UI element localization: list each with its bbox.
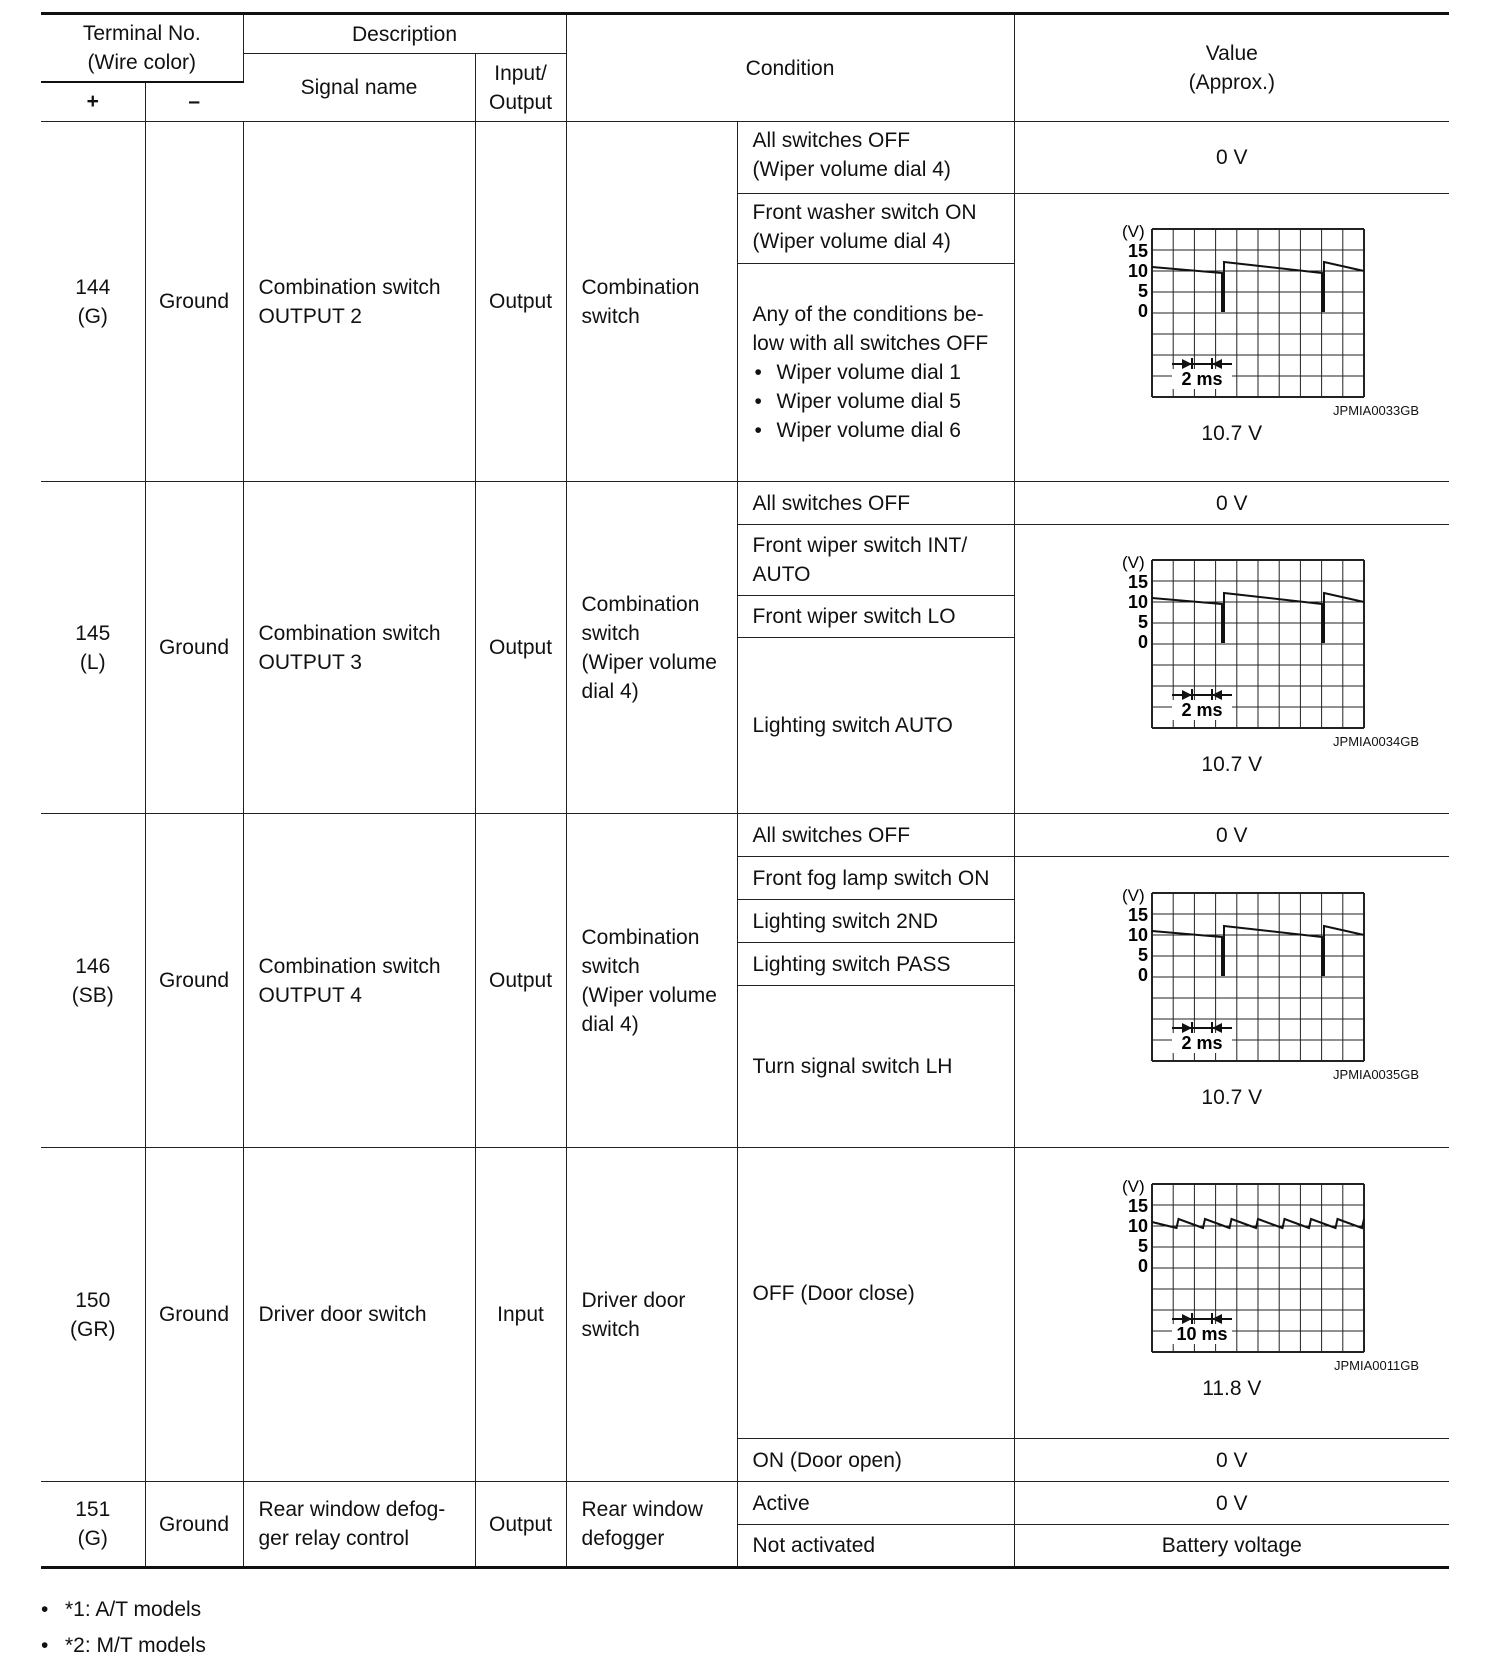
condition-cell [566, 1148, 737, 1482]
signal-name-line: Combination switch [258, 621, 441, 645]
y-tick-label: 0 [1137, 300, 1148, 321]
sub-condition: Front fog lamp switch ON [737, 857, 1014, 900]
sub-condition: All switches OFF [737, 482, 1014, 525]
condition-line: Combination [581, 592, 700, 616]
sub-condition: Lighting switch AUTO [737, 638, 1014, 814]
signal-name-header: Signal name [243, 54, 475, 122]
y-tick-label: 0 [1137, 1256, 1148, 1276]
waveform-graph [1082, 1176, 1382, 1358]
condition-line: dial 4) [581, 1012, 639, 1036]
sub-condition: ON (Door open) [737, 1439, 1014, 1482]
condition-line: Driver door [581, 1288, 686, 1312]
y-tick-label: 15 [1127, 240, 1148, 261]
y-axis-unit: (V) [1121, 553, 1145, 572]
minus-header: – [145, 82, 243, 122]
waveform-cell [1014, 1148, 1449, 1439]
condition-line: switch [581, 621, 640, 645]
signal-name-line: Rear window defog- [258, 1498, 446, 1521]
sub-condition [737, 194, 1014, 264]
waveform-value: 10.7 V [1201, 421, 1263, 445]
condition-cell [566, 814, 737, 1148]
time-scale-label: 2 ms [1181, 1033, 1223, 1053]
signal-name-cell [243, 814, 475, 1148]
condition-bullet-list [753, 358, 1008, 445]
terminal-number: 150 [75, 1288, 111, 1312]
sub-condition-line: Any of the conditions be- [752, 303, 984, 326]
signal-name-line: OUTPUT 2 [258, 304, 362, 328]
description-header: Description [243, 14, 566, 54]
value-cell: 0 V [1014, 482, 1449, 525]
condition-line: defogger [581, 1527, 665, 1550]
sub-condition-line: AUTO [752, 563, 811, 586]
minus-cell: Ground [145, 482, 243, 814]
arrow-icon [1182, 690, 1192, 700]
arrow-icon [1212, 359, 1222, 369]
sub-condition-line: (Wiper volume dial 4) [752, 158, 951, 181]
wire-color: (G) [77, 1527, 108, 1550]
y-tick-label: 15 [1127, 572, 1148, 592]
y-tick-label: 10 [1127, 925, 1148, 945]
sub-condition [737, 122, 1014, 194]
table-row-151 [41, 1482, 1449, 1525]
y-tick-label: 10 [1127, 592, 1148, 612]
condition-cell [566, 122, 737, 482]
condition-line: Combination [581, 275, 700, 299]
waveform-cell [1014, 857, 1449, 1148]
terminal-cell [41, 482, 145, 814]
minus-cell: Ground [145, 1482, 243, 1568]
sub-condition: Active [737, 1482, 1014, 1525]
y-tick-label: 10 [1127, 1216, 1148, 1236]
condition-line: dial 4) [581, 679, 639, 703]
value-label: Value [1205, 42, 1258, 65]
terminal-no-label: Terminal No. [82, 21, 201, 45]
sub-condition-line: Front wiper switch INT/ [752, 534, 968, 557]
sub-condition: Front wiper switch LO [737, 596, 1014, 638]
condition-cell [566, 482, 737, 814]
terminal-no-header [41, 14, 243, 82]
y-axis-unit: (V) [1121, 221, 1145, 241]
sub-condition: All switches OFF [737, 814, 1014, 857]
condition-line: (Wiper volume [581, 983, 717, 1007]
sub-condition: Not activated [737, 1525, 1014, 1568]
arrow-icon [1182, 1314, 1192, 1324]
terminal-cell [41, 122, 145, 482]
input-label: Input/ [494, 61, 547, 85]
sub-condition [737, 264, 1014, 482]
input-output-header [475, 54, 566, 122]
wire-color: (G) [77, 304, 108, 328]
y-tick-label: 5 [1137, 280, 1148, 301]
arrow-icon [1212, 1314, 1222, 1324]
value-cell: 0 V [1014, 1482, 1449, 1525]
time-scale-label: 2 ms [1181, 368, 1223, 389]
terminal-table [41, 12, 1449, 1569]
terminal-number: 146 [75, 954, 111, 978]
table-row-144 [41, 122, 1449, 194]
terminal-table-container [41, 12, 1449, 1569]
y-tick-label: 0 [1137, 632, 1148, 652]
arrow-icon [1182, 359, 1192, 369]
approx-label: (Approx.) [1188, 71, 1275, 94]
time-scale-label: 10 ms [1176, 1324, 1228, 1344]
condition-line: switch [581, 954, 640, 978]
io-cell: Output [475, 814, 566, 1148]
waveform-cell [1014, 525, 1449, 814]
arrow-icon [1182, 1023, 1192, 1033]
signal-name-cell [243, 1482, 475, 1568]
sub-condition: Lighting switch 2ND [737, 900, 1014, 943]
signal-name-line: Combination switch [258, 954, 441, 978]
io-cell: Input [475, 1148, 566, 1482]
terminal-cell [41, 1482, 145, 1568]
sub-condition-line: All switches OFF [752, 129, 911, 152]
waveform-graph [1082, 221, 1382, 403]
waveform-id: JPMIA0011GB [1334, 1358, 1420, 1373]
y-axis-unit: (V) [1121, 1177, 1145, 1196]
condition-line: switch [581, 1317, 640, 1341]
waveform-graph [1082, 885, 1382, 1067]
io-cell: Output [475, 122, 566, 482]
y-tick-label: 0 [1137, 965, 1148, 985]
waveform-id: JPMIA0033GB [1333, 402, 1420, 418]
signal-name-line: ger relay control [258, 1527, 410, 1550]
waveform-value: 10.7 V [1201, 1086, 1263, 1109]
waveform-graph [1082, 552, 1382, 734]
y-tick-label: 15 [1127, 905, 1148, 925]
waveform-value: 10.7 V [1201, 753, 1263, 776]
terminal-cell [41, 814, 145, 1148]
signal-name-cell: Driver door switch [243, 1148, 475, 1482]
wire-color: (SB) [71, 983, 114, 1007]
waveform-id: JPMIA0035GB [1333, 1067, 1420, 1082]
io-cell: Output [475, 1482, 566, 1568]
sub-condition: OFF (Door close) [737, 1148, 1014, 1439]
footnote: • *2: M/T models [41, 1628, 206, 1664]
sub-condition-line: Front washer switch ON [752, 201, 977, 224]
signal-name-line: Combination switch [258, 275, 441, 299]
minus-cell: Ground [145, 122, 243, 482]
wire-color: (GR) [70, 1317, 116, 1341]
condition-cell [566, 1482, 737, 1568]
plus-header: + [41, 82, 145, 122]
signal-name-cell [243, 122, 475, 482]
condition-header: Condition [566, 14, 1014, 122]
list-item: • Wiper volume dial 6 [753, 416, 1008, 445]
table-row-145 [41, 482, 1449, 525]
sub-condition [737, 525, 1014, 596]
arrow-icon [1212, 1023, 1222, 1033]
terminal-number: 151 [75, 1498, 111, 1521]
value-header [1014, 14, 1449, 122]
condition-line: Rear window [581, 1498, 703, 1521]
condition-line: switch [581, 304, 640, 328]
list-item: • Wiper volume dial 1 [753, 358, 1008, 387]
footnotes [41, 1592, 206, 1664]
output-label: Output [488, 90, 553, 114]
terminal-number: 144 [75, 275, 111, 299]
condition-line: Combination [581, 925, 700, 949]
list-item: • Wiper volume dial 5 [753, 387, 1008, 416]
time-scale-label: 2 ms [1181, 700, 1223, 720]
sub-condition: Lighting switch PASS [737, 943, 1014, 986]
arrow-icon [1212, 690, 1222, 700]
terminal-number: 145 [75, 621, 111, 645]
table-row-146 [41, 814, 1449, 857]
waveform-id: JPMIA0034GB [1333, 734, 1420, 749]
signal-name-cell [243, 482, 475, 814]
y-tick-label: 5 [1137, 1236, 1148, 1256]
value-cell: Battery voltage [1014, 1525, 1449, 1568]
wire-color: (L) [79, 650, 106, 674]
y-tick-label: 5 [1137, 612, 1148, 632]
condition-line: (Wiper volume [581, 650, 717, 674]
footnote: • *1: A/T models [41, 1592, 206, 1628]
value-cell: 0 V [1014, 122, 1449, 194]
signal-name-line: OUTPUT 3 [258, 650, 362, 674]
value-cell: 0 V [1014, 814, 1449, 857]
y-axis-unit: (V) [1121, 886, 1145, 905]
minus-cell: Ground [145, 1148, 243, 1482]
io-cell: Output [475, 482, 566, 814]
sub-condition-line: (Wiper volume dial 4) [752, 230, 951, 253]
minus-cell: Ground [145, 814, 243, 1148]
sub-condition-line: low with all switches OFF [752, 332, 989, 355]
y-tick-label: 15 [1127, 1196, 1148, 1216]
wire-color-label: (Wire color) [87, 50, 196, 74]
header-row-1 [41, 14, 1449, 54]
terminal-cell [41, 1148, 145, 1482]
value-cell: 0 V [1014, 1439, 1449, 1482]
sub-condition: Turn signal switch LH [737, 986, 1014, 1148]
y-tick-label: 10 [1127, 260, 1148, 281]
waveform-cell [1014, 194, 1449, 482]
waveform-value: 11.8 V [1202, 1377, 1262, 1400]
signal-name-line: OUTPUT 4 [258, 983, 362, 1007]
y-tick-label: 5 [1137, 945, 1148, 965]
table-row-150 [41, 1148, 1449, 1439]
